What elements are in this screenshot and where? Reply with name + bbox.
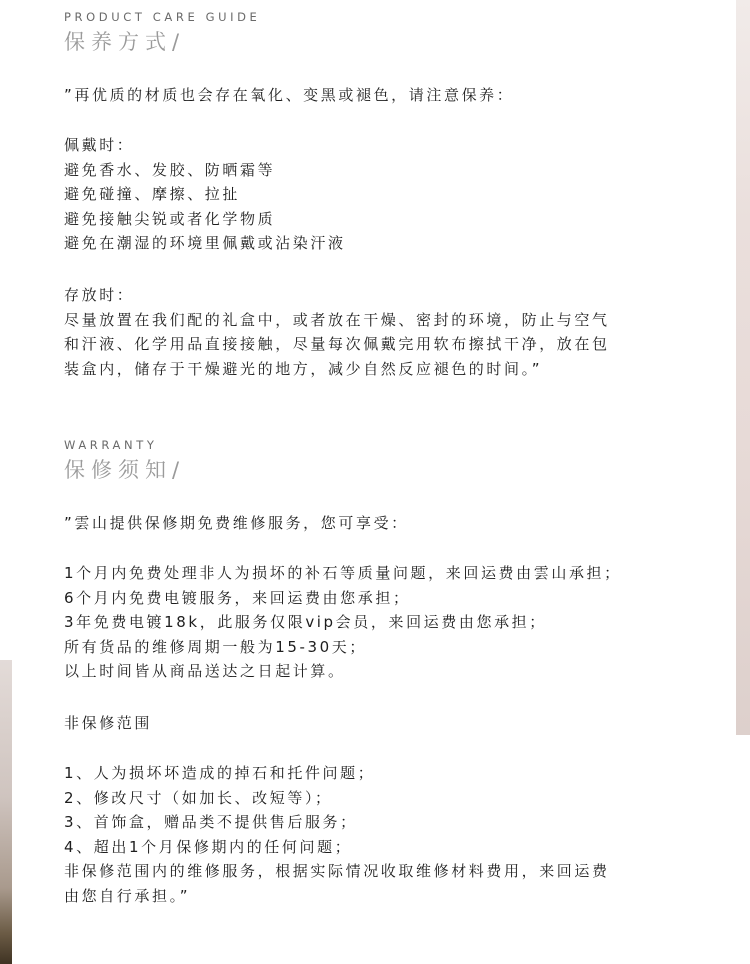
wear-item: 避免接触尖锐或者化学物质 — [64, 209, 276, 228]
service-line: 3年免费电镀18k，此服务仅限vip会员，来回运费由您承担； — [64, 613, 547, 631]
warranty-title: 保修须知/ — [64, 458, 186, 482]
service-line: 6个月内免费电镀服务，来回运费由您承担； — [64, 588, 411, 607]
warranty-label-en: WARRANTY — [64, 438, 158, 452]
wear-item: 避免香水、发胶、防晒霜等 — [64, 160, 276, 179]
store-line: 装盒内，储存于干燥避光的地方，减少自然反应褪色的时间。” — [64, 359, 543, 378]
exclusion-block — [64, 761, 704, 908]
store-line: 尽量放置在我们配的礼盒中，或者放在干燥、密封的环境，防止与空气 — [64, 310, 610, 329]
exclusion-line: 4、超出1个月保修期内的任何问题； — [64, 837, 353, 856]
service-line: 所有货品的维修周期一般为15-30天； — [64, 637, 367, 656]
service-line: 1个月内免费处理非人为损坏的补石等质量问题，来回运费由雲山承担； — [64, 564, 622, 582]
service-line: 以上时间皆从商品送达之日起计算。 — [64, 662, 346, 680]
wear-item: 避免碰撞、摩擦、拉扯 — [64, 185, 241, 203]
background-photo-edge-left — [0, 660, 12, 964]
background-photo-edge-right — [736, 0, 750, 735]
exclusion-line: 由您自行承担。” — [64, 886, 191, 905]
warranty-service-block — [64, 561, 704, 684]
care-title: 保养方式/ — [64, 30, 186, 54]
care-label-en: PRODUCT CARE GUIDE — [64, 10, 261, 24]
warranty-intro: ”雲山提供保修期免费维修服务，您可享受： — [64, 514, 409, 532]
wear-heading: 佩戴时： — [64, 136, 135, 154]
store-line: 和汗液、化学用品直接接触，尽量每次佩戴完用软布擦拭干净，放在包 — [64, 335, 610, 353]
store-heading: 存放时： — [64, 286, 135, 304]
wear-item: 避免在潮湿的环境里佩戴或沾染汗液 — [64, 234, 346, 252]
care-intro: ”再优质的材质也会存在氧化、变黑或褪色，请注意保养： — [64, 86, 515, 104]
exclusion-line: 3、首饰盒，赠品类不提供售后服务； — [64, 813, 358, 831]
warranty-header — [64, 438, 704, 484]
exclusion-line: 非保修范围内的维修服务，根据实际情况收取维修材料费用，来回运费 — [64, 862, 610, 880]
exclusion-line: 1、人为损坏坏造成的掉石和托件问题； — [64, 764, 376, 782]
exclusion-line: 2、修改尺寸（如加长、改短等）； — [64, 788, 333, 807]
care-header — [64, 10, 704, 56]
care-store-block — [64, 283, 704, 381]
exclusion-heading: 非保修范围 — [64, 714, 153, 732]
care-wear-block — [64, 133, 704, 256]
